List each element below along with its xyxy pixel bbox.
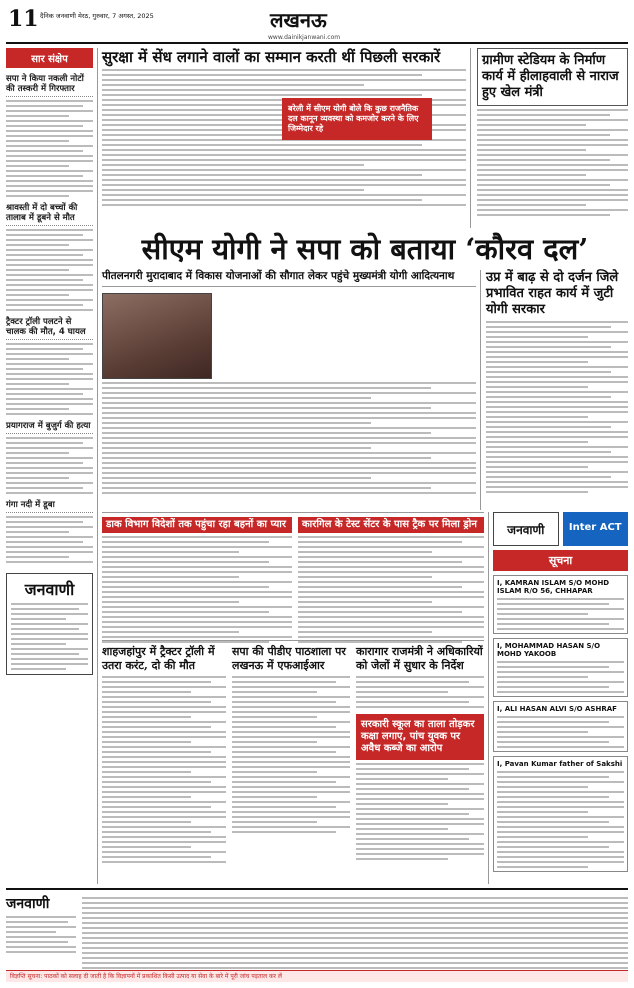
sidebar-item[interactable]: [6, 500, 93, 563]
tractor-headline[interactable]: शाहजहांपुर में ट्रैक्टर ट्रॉली में उतरा करंट, दो की मौत: [102, 645, 215, 672]
sidebar-item[interactable]: [6, 74, 93, 197]
notice-item[interactable]: [493, 756, 628, 872]
top-right-story[interactable]: [470, 48, 628, 228]
top-lead-story[interactable]: [102, 48, 466, 228]
lead-headline[interactable]: सुरक्षा में सेंध लगाने वालों का सम्मान करती थीं पिछली सरकारें: [102, 48, 441, 66]
pda-story[interactable]: [232, 645, 350, 833]
sidebar-item-title: सपा ने किया नकली नोटों की तस्करी में गिरफ्तार: [6, 74, 93, 97]
edition-city: लखनऊ: [270, 8, 327, 32]
notice-title: I, Pavan Kumar father of Sakshi: [497, 760, 623, 768]
edition-info: दैनिक जनवाणी मेरठ, गुरुवार, 7 अगस्त, 2025: [40, 12, 154, 20]
classified-ads: [488, 512, 628, 884]
drone-story[interactable]: [298, 517, 484, 643]
ad-logo: जनवाणी: [493, 512, 559, 546]
ad-header: [493, 512, 628, 546]
notice-title: I, KAMRAN ISLAM S/O MOHD ISLAM R/O 56, CHHAPAR: [497, 579, 610, 595]
disclaimer-bar: विज्ञप्ति सूचना: पाठकों को सलाह दी जाती है कि विज्ञापनों में प्रकाशित किसी उत्पाद या सेवा के बारे में पूरी जांच पड़ताल कर लें: [6, 970, 628, 982]
banner-headline[interactable]: सीएम योगी ने सपा को बताया ‘कौरव दल’: [141, 232, 589, 266]
pull-quote: बरेली में सीएम योगी बोले कि कुछ राजनैतिक दल कानून व्यवस्था को कमजोर करने के लिए जिम्मेदार रहे: [282, 98, 432, 140]
drone-headline[interactable]: कारगिल के टेस्ट सेंटर के पास ट्रैक पर मिला ड्रोन: [298, 517, 484, 533]
site-url[interactable]: www.dainikjanwani.com: [268, 34, 341, 41]
jail-story[interactable]: [356, 645, 484, 860]
page-number: 11: [8, 6, 39, 32]
sidebar-item[interactable]: [6, 421, 93, 494]
school-story-highlight[interactable]: सरकारी स्कूल का ताला तोड़कर कक्षा लगाए, पांच युवक पर अवैध कब्जे का आरोप: [356, 714, 484, 760]
sidebar-heading: सार संक्षेप: [6, 48, 93, 68]
notice-heading: सूचना: [493, 550, 628, 571]
logo-text: जनवाणी: [24, 580, 75, 599]
sidebar-item-title: प्रयागराज में बुजुर्ग की हत्या: [6, 421, 93, 434]
sidebar: [6, 48, 98, 884]
footer-offices: [82, 894, 628, 969]
flood-story[interactable]: [480, 270, 628, 510]
stadium-headline[interactable]: ग्रामीण स्टेडियम के निर्माण कार्य में हीलाहवाली से नाराज हुए खेल मंत्री: [477, 48, 628, 106]
main-story-subhead[interactable]: पीतलनगरी मुरादाबाद में विकास योजनाओं की सौगात लेकर पहुंचे मुख्यमंत्री योगी आदित्यनाथ: [102, 270, 476, 287]
postal-story[interactable]: [102, 517, 292, 643]
sidebar-item-title: श्रावस्ती में दो बच्चों की तालाब में डूबने से मौत: [6, 203, 93, 226]
pda-headline[interactable]: सपा की पीडीए पाठशाला पर लखनऊ में एफआईआर: [232, 645, 346, 672]
postal-headline[interactable]: डाक विभाग विदेशों तक पहुंचा रहा बहनों का प्यार: [102, 517, 292, 533]
flood-headline[interactable]: उप्र में बाढ़ से दो दर्जन जिले प्रभावित राहत कार्य में जुटी योगी सरकार: [486, 270, 619, 317]
footer: [6, 888, 628, 984]
sidebar-item[interactable]: [6, 317, 93, 415]
notice-item[interactable]: [493, 638, 628, 697]
sidebar-item[interactable]: [6, 203, 93, 311]
sidebar-item-title: गंगा नदी में डूबा: [6, 500, 93, 513]
footer-logo: जनवाणी: [6, 896, 50, 912]
notice-item[interactable]: [493, 575, 628, 634]
jail-headline[interactable]: कारागार राजमंत्री ने अधिकारियों को जेलों में सुधार के निर्देश: [356, 645, 483, 672]
cm-photo: [102, 293, 212, 379]
inter-act-badge: Inter ACT: [563, 512, 629, 546]
notice-title: I, ALI HASAN ALVI S/O ASHRAF: [497, 705, 617, 713]
newspaper-logo: [6, 573, 93, 675]
sidebar-item-title: ट्रैक्टर ट्रॉली पलटने से चालक की मौत, 4 घायल: [6, 317, 93, 340]
third-row-stories: [102, 640, 484, 884]
second-row-stories: [102, 512, 484, 636]
banner-story[interactable]: [102, 232, 628, 268]
tractor-story[interactable]: [102, 645, 226, 863]
footer-logo-block: [6, 894, 76, 953]
masthead: [6, 4, 628, 44]
notice-item[interactable]: [493, 701, 628, 752]
notice-title: I, MOHAMMAD HASAN S/O MOHD YAKOOB: [497, 642, 601, 658]
main-story[interactable]: [102, 270, 476, 510]
